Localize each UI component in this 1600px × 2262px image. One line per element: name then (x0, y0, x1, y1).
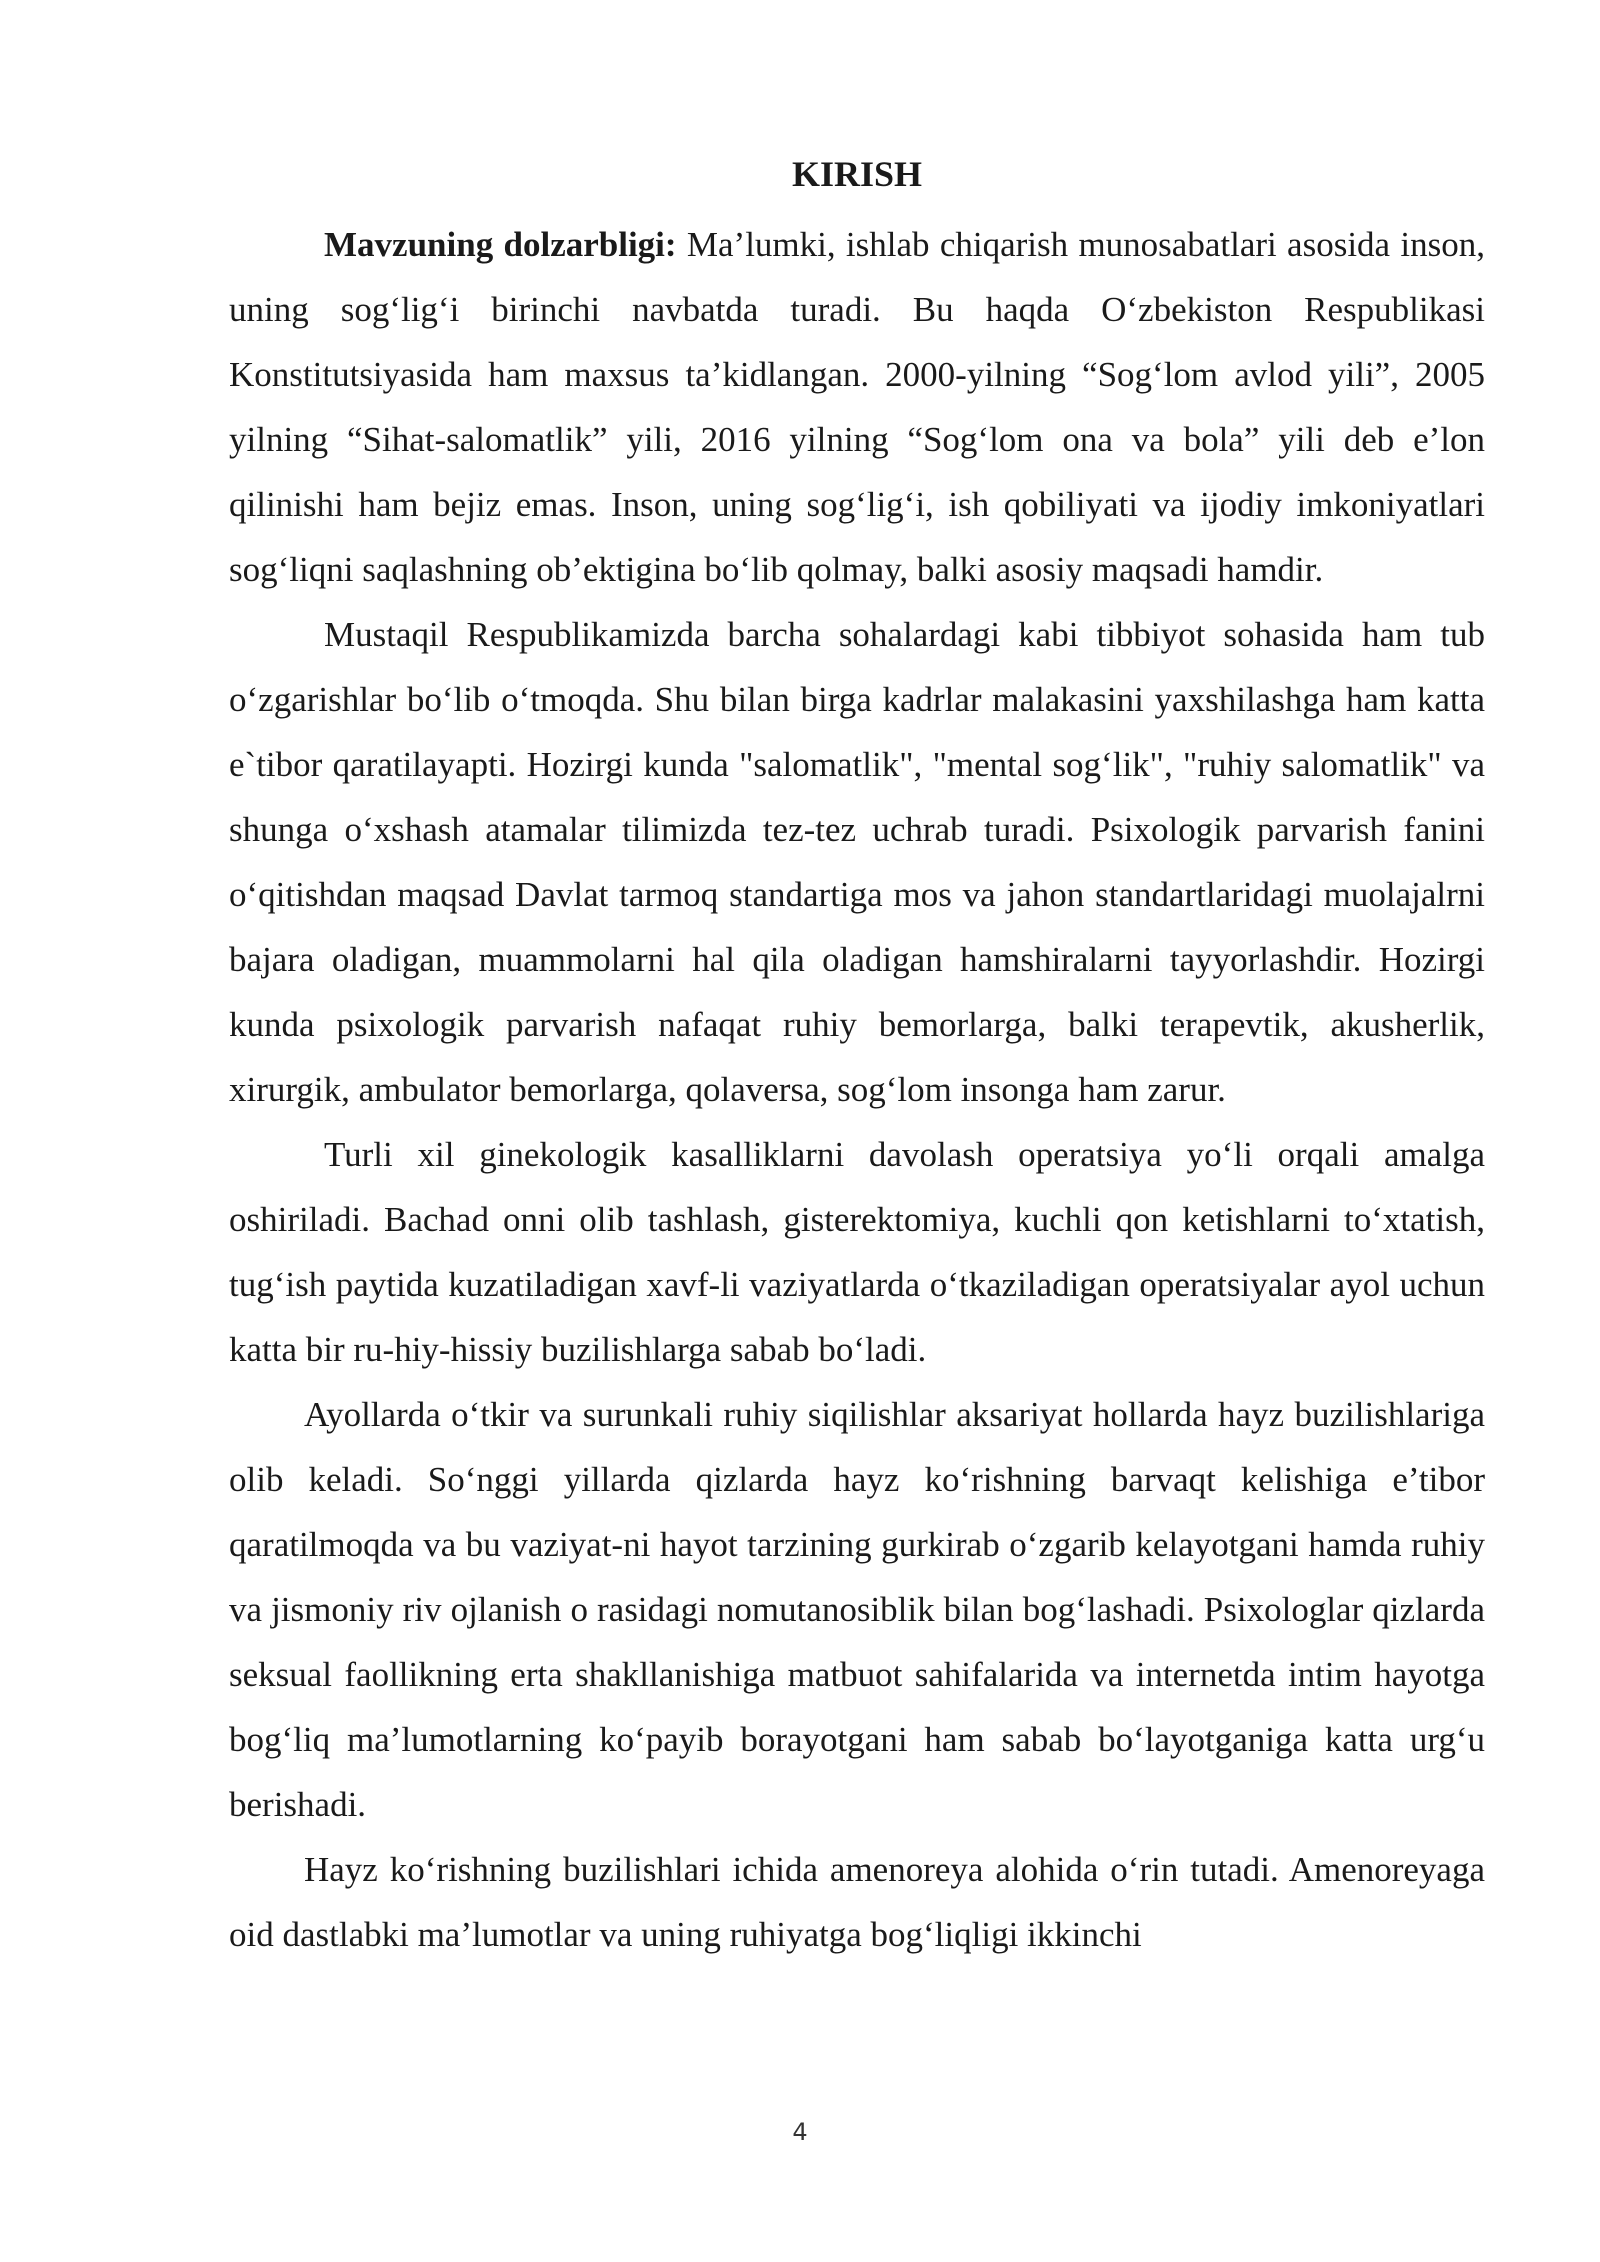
paragraph: Mustaqil Respublikamizda barcha sohalardagi kabi tibbiyot sohasida ham tub o‘zgarishlar bo‘lib o‘tmoqda. Shu bilan birga kadrlar malakasini yaxshilashga ham katta e`tibor qaratilayapti. Hozirgi kunda "salomatlik", "mental sog‘lik", "ruhiy salomatlik" va shunga o‘xshash atamalar tilimizda tez-tez uchrab turadi. Psixologik parvarish fanini o‘qitishdan maqsad Davlat tarmoq standartiga mos va jahon standartlaridagi muolajalrni bajara oladigan, muammolarni hal qila oladigan hamshiralarni tayyorlashdir. Hozirgi kunda psixologik parvarish nafaqat ruhiy bemorlarga, balki terapevtik, akusherlik, xirurgik, ambulator bemorlarga, qolaversa, sog‘lom insonga ham zarur. (229, 615, 1485, 1109)
paragraph-relevance (229, 212, 1485, 602)
section-title: KIRISH (791, 154, 923, 194)
page-number: 4 (792, 2118, 808, 2146)
paragraph-lead: Mavzuning dolzarbligi: (324, 225, 677, 264)
page-body (229, 148, 1485, 1967)
paragraph: Turli xil ginekologik kasalliklarni davolash operatsiya yo‘li orqali amalga oshiriladi. Bachad onni olib tashlash, gisterektomiya, kuchli qon ketishlarni to‘xtatish, tug‘ish paytida kuzatiladigan xavf-li vaziyatlarda o‘tkaziladigan operatsiyalar ayol uchun katta bir ru-hiy-hissiy buzilishlarga sabab bo‘ladi. (229, 1135, 1485, 1369)
paragraph: Ayollarda o‘tkir va surunkali ruhiy siqilishlar aksariyat hollarda hayz buzilishlariga olib keladi. So‘nggi yillarda qizlarda hayz ko‘rishning barvaqt kelishiga e’tibor qaratilmoqda va bu vaziyat-ni hayot tarzining gurkirab o‘zgarib kelayotgani hamda ruhiy va jismoniy riv ojlanish o rasidagi nomutanosiblik bilan bog‘lashadi. Psixologlar qizlarda seksual faollikning erta shakllanishiga matbuot sahifalarida va internetda intim hayotga bog‘liq ma’lumotlarning ko‘payib borayotgani ham sabab bo‘layotganiga katta urg‘u berishadi. (229, 1395, 1485, 1824)
paragraph-text: Ma’lumki, ishlab chiqarish munosabatlari asosida inson, uning sog‘lig‘i birinchi navbatda turadi. Bu haqda O‘zbekiston Respublikasi Konstitutsiyasida ham maxsus ta’kidlangan. 2000-yilning “Sog‘lom avlod yili”, 2005 yilning “Sihat-salomatlik” yili, 2016 yilning “Sog‘lom ona va bola” yili deb e’lon qilinishi ham bejiz emas. Inson, uning sog‘lig‘i, ish qobiliyati va ijodiy imkoniyatlari sog‘liqni saqlashning ob’ektigina bo‘lib qolmay, balki asosiy maqsadi hamdir. (229, 225, 1485, 589)
paragraph: Hayz ko‘rishning buzilishlari ichida amenoreya alohida o‘rin tutadi. Amenoreyaga oid dastlabki ma’lumotlar va uning ruhiyatga bog‘liqligi ikkinchi (229, 1850, 1485, 1954)
